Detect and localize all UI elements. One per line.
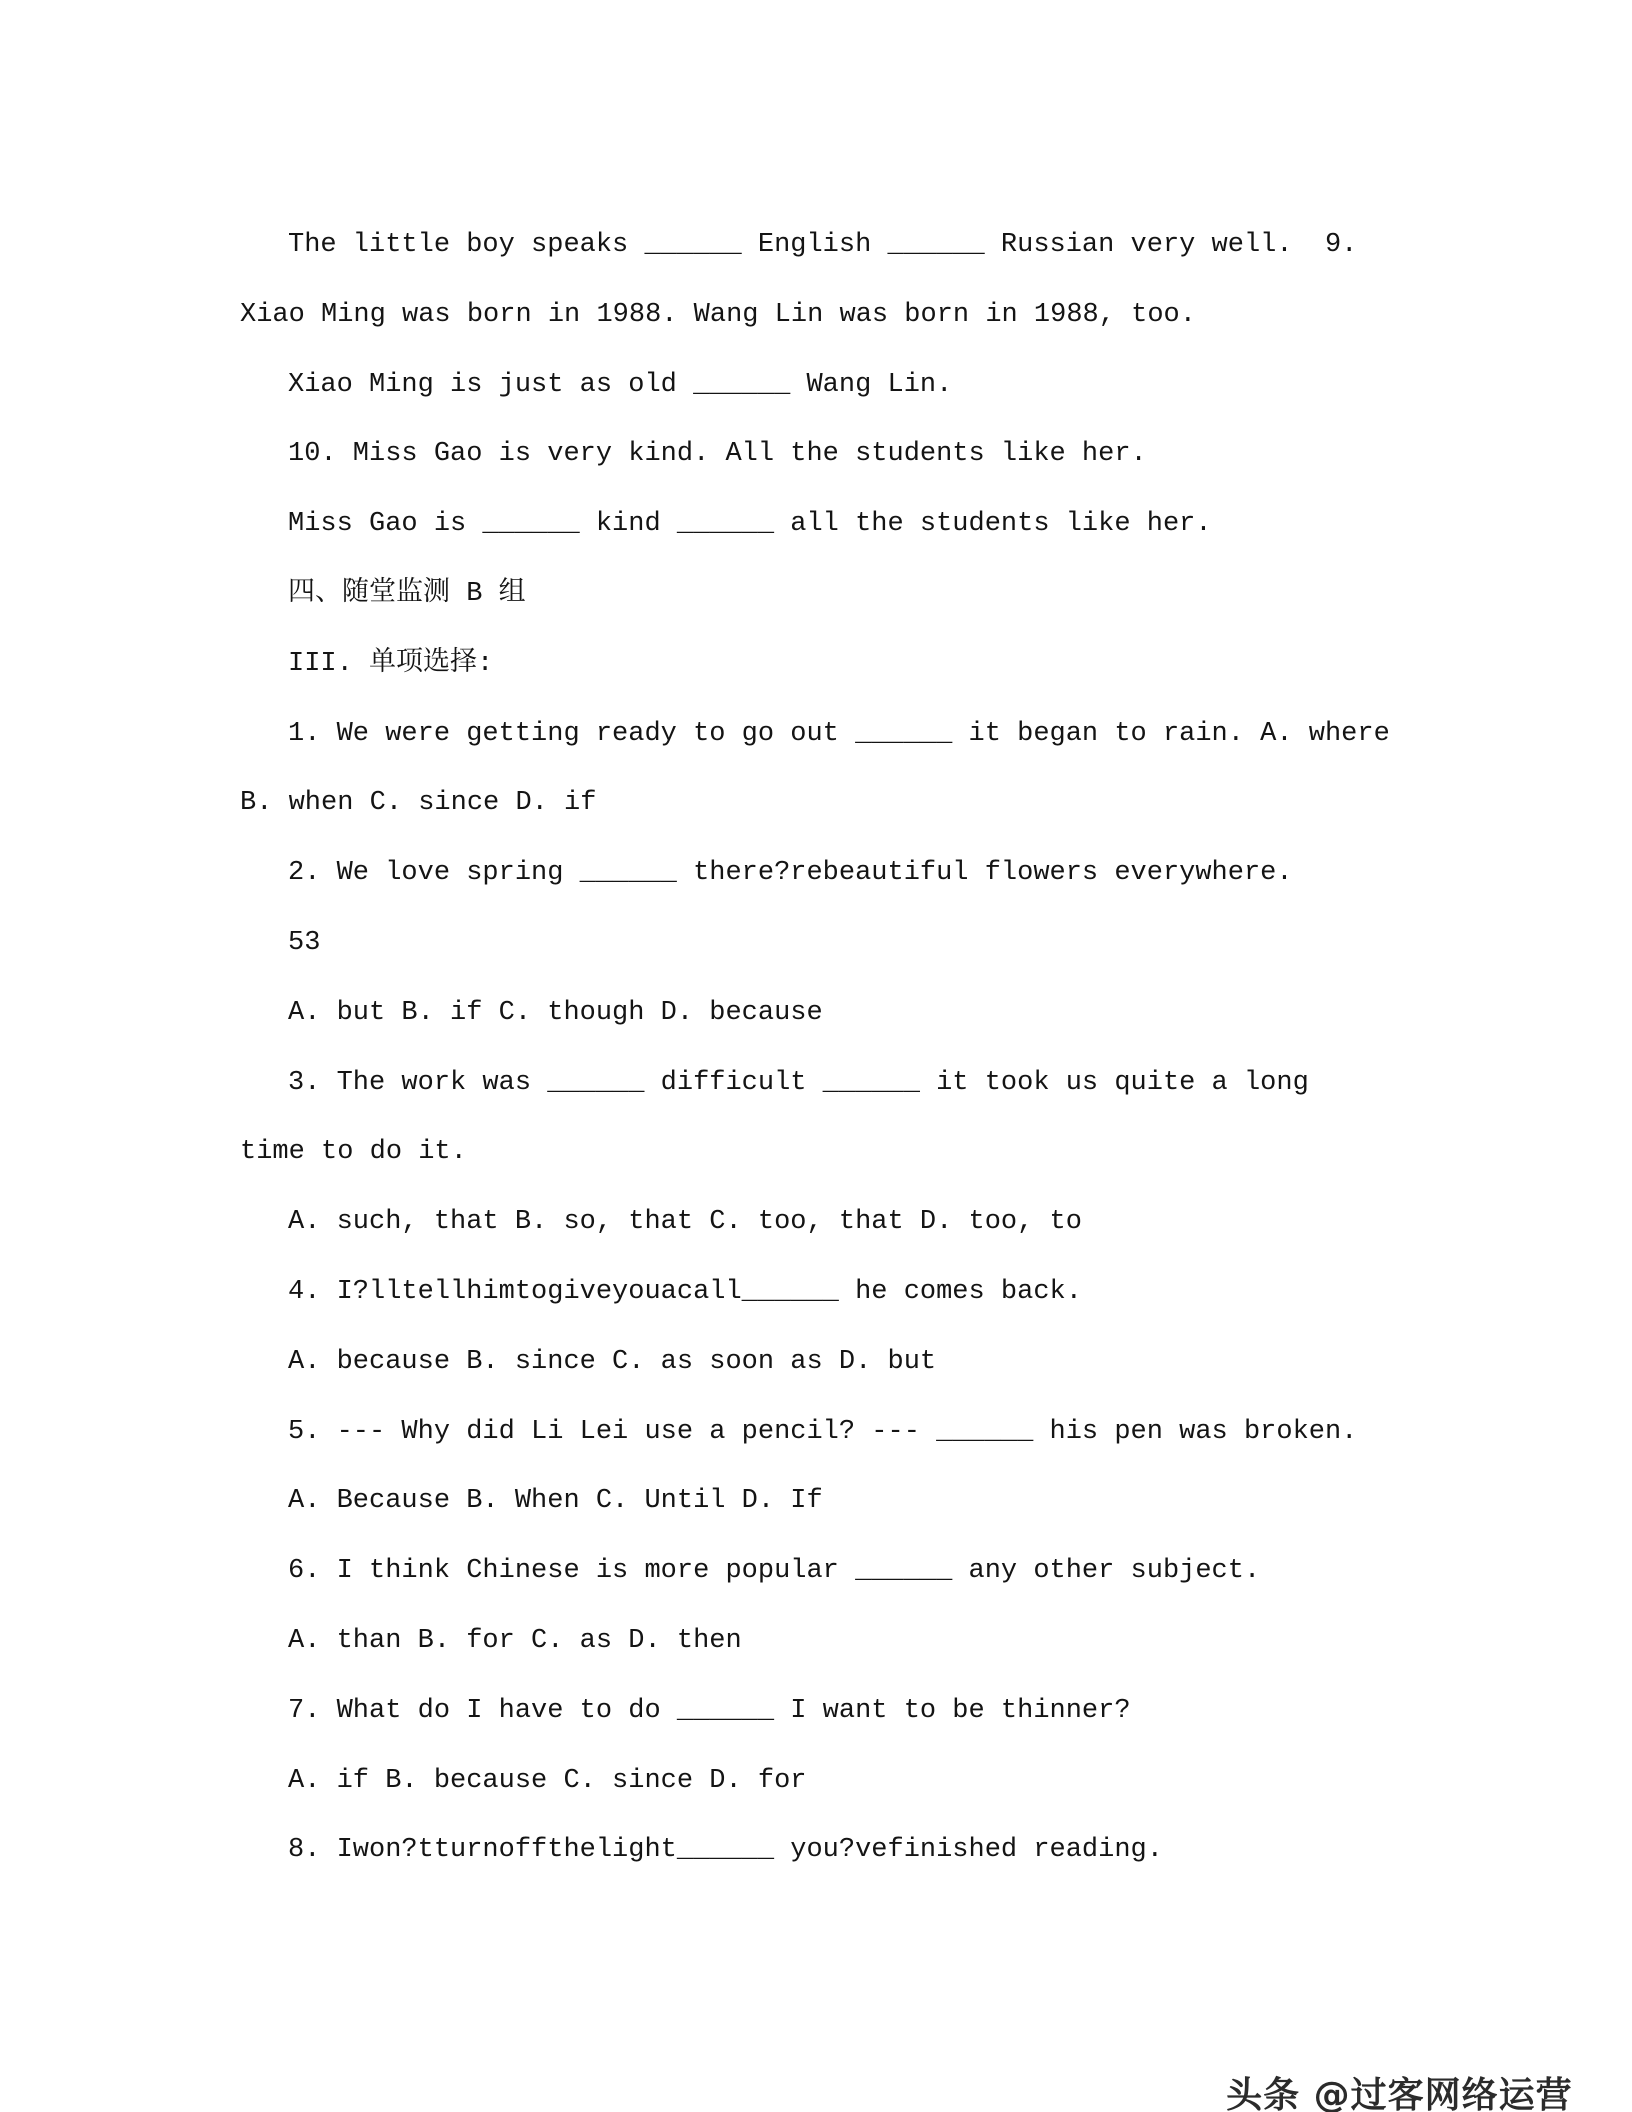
section-heading: 四、随堂监测 B 组 [288,578,526,609]
text-line: 2. We love spring ______ there?rebeautiful flowers everywhere. [288,858,1293,889]
text-line: 6. I think Chinese is more popular ______ any other subject. [288,1556,1261,1587]
text-line: A. such, that B. so, that C. too, that D. too, to [288,1207,1082,1238]
text-line: 4. I?lltellhimtogiveyouacall______ he comes back. [288,1276,1082,1307]
text-line: A. if B. because C. since D. for [288,1765,807,1796]
text-line: 5. --- Why did Li Lei use a pencil? --- ______ his pen was broken. [288,1416,1358,1447]
page-number-inline: 53 [288,927,321,958]
worksheet-body [240,211,1500,1886]
text-line: A. than B. for C. as D. then [288,1625,742,1656]
section-heading: III. 单项选择: [288,648,494,679]
text-line: 10. Miss Gao is very kind. All the students like her. [288,439,1147,470]
text-line: 3. The work was ______ difficult ______ it took us quite a long [288,1067,1309,1098]
text-line: A. because B. since C. as soon as D. but [288,1346,937,1377]
text-line: 7. What do I have to do ______ I want to be thinner? [288,1695,1131,1726]
text-line: time to do it. [240,1137,467,1168]
text-line: 8. Iwon?tturnoffthelight______ you?vefinished reading. [288,1835,1163,1866]
text-line: A. Because B. When C. Until D. If [288,1486,823,1517]
text-line: 1. We were getting ready to go out ______ it began to rain. A. where [288,718,1390,749]
text-line: Xiao Ming is just as old ______ Wang Lin. [288,369,953,400]
text-line: The little boy speaks ______ English ______ Russian very well. 9. [288,230,1358,260]
text-line: Xiao Ming was born in 1988. Wang Lin was born in 1988, too. [240,299,1196,330]
watermark [1172,2026,1573,2112]
text-line: A. but B. if C. though D. because [288,997,823,1028]
watermark-text: 头条 @过客网络运营 [1226,2075,1573,2112]
text-line: Miss Gao is ______ kind ______ all the students like her. [288,509,1212,540]
text-line: B. when C. since D. if [240,788,597,819]
